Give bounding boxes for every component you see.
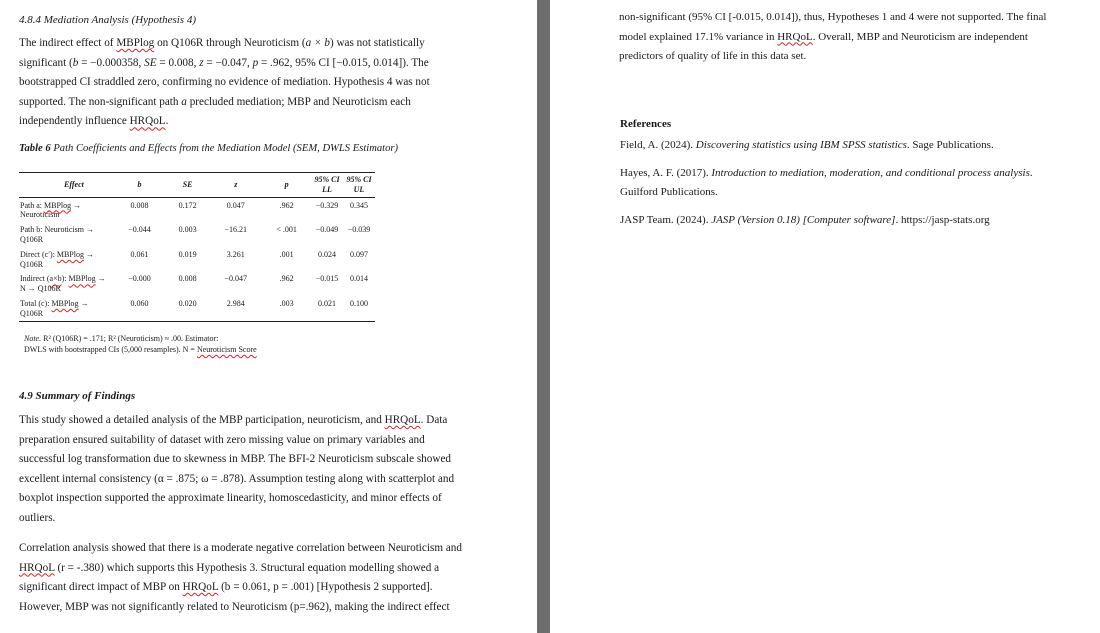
table-cell: 0.097 bbox=[350, 249, 368, 259]
spellcheck-flagged-word: HRQoL bbox=[384, 414, 421, 426]
table-header-row bbox=[19, 173, 375, 198]
table-cell: 0.100 bbox=[343, 296, 375, 321]
spellcheck-flagged-word: MBPlog bbox=[116, 37, 155, 49]
section-heading-4-9: 4.9 Summary of Findings bbox=[19, 390, 136, 402]
table-cell: < .001 bbox=[276, 225, 297, 235]
table-cell: .962 bbox=[279, 200, 294, 210]
table-cell: 0.019 bbox=[178, 249, 197, 259]
table-cell: .003 bbox=[262, 296, 311, 321]
mediation-paragraph: The indirect effect of MBPlog on Q106R through Neuroticism (a × b) was not statistically significant (b = −0.000358, SE = 0.008, z = −0.047, p = .962, 95% CI [−0.015, 0.014]). The bootstrapped CI straddled zero, confirming no evidence of mediation. Hypothesis 4 was not supported. The non-significant path a precluded mediation; MBP and Neuroticism each independently influence HRQoL. bbox=[19, 37, 430, 128]
italic-text: a × b bbox=[305, 37, 330, 49]
spellcheck-flagged-word: MBPlog bbox=[68, 274, 96, 284]
spellcheck-flagged-word: MBPlog bbox=[51, 298, 79, 308]
effect-label: Direct (c′): MBPlog → Q106R bbox=[20, 249, 94, 269]
table-row bbox=[19, 222, 375, 247]
italic-text: Introduction to mediation, moderation, and conditional process analysis bbox=[711, 167, 1030, 179]
section-heading-4-8-4: 4.8.4 Mediation Analysis (Hypothesis 4) bbox=[19, 14, 196, 26]
italic-text: JASP (Version 0.18) [Computer software] bbox=[711, 214, 896, 226]
table-cell: −0.044 bbox=[128, 225, 151, 235]
table-cell: 2.984 bbox=[209, 296, 262, 321]
italic-text: z bbox=[199, 56, 204, 69]
table-cell: 0.021 bbox=[311, 296, 343, 321]
table-cell: −0.049 bbox=[315, 225, 339, 235]
table-cell: −0.000 bbox=[128, 274, 151, 284]
reference-entry: JASP Team. (2024). JASP (Version 0.18) [Computer software]. https://jasp-stats.org bbox=[620, 214, 990, 226]
italic-text: b bbox=[72, 56, 79, 69]
spellcheck-flagged-word: HRQoL bbox=[182, 581, 219, 594]
effect-label: Indirect (a×b): MBPlog → N → Q106R bbox=[20, 274, 106, 294]
table-cell: 0.008 bbox=[130, 200, 149, 210]
summary-paragraph-2: Correlation analysis showed that there is a moderate negative correlation between Neuroticism and HRQoL (r = -.380) which supports this Hypothesis 3. Structural equation modelling showed a significant direct impact of MBP on HRQoL (b = 0.061, p = .001) [Hypothesis 2 supported]. However, MBP was not significantly related to Neuroticism (p=.962), making the indirect effect bbox=[19, 542, 462, 613]
table-cell: 0.060 bbox=[113, 296, 166, 321]
mediation-table bbox=[19, 172, 375, 322]
document-page-right bbox=[550, 0, 1100, 633]
table-header-cell: 95% CI UL bbox=[343, 173, 375, 198]
table-cell: 0.003 bbox=[178, 225, 197, 235]
table-header-cell: p bbox=[262, 173, 311, 198]
italic-text: a bbox=[181, 95, 187, 108]
reference-entry: Field, A. (2024). Discovering statistics using IBM SPSS statistics. Sage Publications. bbox=[620, 139, 994, 151]
table-row bbox=[19, 296, 375, 321]
spellcheck-flagged-word: HRQoL bbox=[129, 115, 166, 128]
spellcheck-flagged-word: a×b bbox=[49, 274, 62, 284]
table-cell: 0.345 bbox=[350, 200, 368, 210]
summary-paragraph-1: This study showed a detailed analysis of the MBP participation, neuroticism, and HRQoL. Data preparation ensured suitability of dataset with zero missing value on primary variables and successful log transformation due to skewness in MBP. The BFI-2 Neuroticism subscale showed excellent internal consistency (α = .875; ω = .878). Assumption testing along with scatterplot and boxplot inspection supported the approximate linearity, homoscedasticity, and minor effects of outliers. bbox=[19, 414, 455, 524]
effect-label: Total (c): MBPlog → Q106R bbox=[19, 296, 113, 321]
document-page-left bbox=[0, 0, 537, 633]
table-cell: 0.008 bbox=[178, 274, 197, 284]
table-row bbox=[19, 271, 375, 296]
spellcheck-flagged-word: Neuroticism Score bbox=[196, 345, 257, 354]
references-heading: References bbox=[620, 118, 672, 130]
spellcheck-flagged-word: MBPlog bbox=[44, 200, 72, 210]
table-header-cell: 95% CI LL bbox=[311, 173, 343, 198]
table-cell: 0.024 bbox=[318, 249, 336, 259]
table-row bbox=[19, 247, 375, 272]
table-cell: −0.015 bbox=[315, 274, 339, 284]
table-cell: 0.014 bbox=[350, 274, 368, 284]
table-cell: 0.172 bbox=[178, 200, 197, 210]
table-cell: 0.047 bbox=[226, 200, 245, 210]
table-header-cell: z bbox=[209, 173, 262, 198]
table-cell: −16.21 bbox=[224, 225, 248, 235]
table-cell: .962 bbox=[279, 274, 294, 284]
table-cell: −0.329 bbox=[315, 200, 339, 210]
effect-label: Path b: Neuroticism → Q106R bbox=[20, 225, 94, 244]
italic-text: SE bbox=[144, 56, 157, 69]
table-row bbox=[19, 197, 375, 222]
page-gutter bbox=[537, 0, 550, 633]
table-header-cell: SE bbox=[166, 173, 209, 198]
spellcheck-flagged-word: HRQoL bbox=[777, 30, 813, 43]
reference-entry: Hayes, A. F. (2017). Introduction to mediation, moderation, and conditional process analysis. Guilford Publications. bbox=[620, 167, 1033, 198]
table-cell: −0.039 bbox=[347, 225, 371, 235]
italic-text: Discovering statistics using IBM SPSS statistics bbox=[695, 139, 907, 151]
table-body bbox=[19, 197, 375, 321]
table-caption-number: Table 6 bbox=[19, 143, 51, 154]
summary-paragraph-continued: non-significant (95% CI [-0.015, 0.014]), thus, Hypotheses 1 and 4 were not supported. The final model explained 17.1% variance in HRQoL. Overall, MBP and Neuroticism are independent predictors of quality of life in this data set. bbox=[619, 11, 1047, 63]
table-note: Note. R² (Q106R) = .171; R² (Neuroticism) ≈ .00. Estimator: DWLS with bootstrapped CIs (5,000 resamples). N = Neuroticism Score bbox=[24, 334, 257, 354]
table-caption bbox=[19, 143, 398, 154]
spellcheck-flagged-word: HRQoL bbox=[19, 561, 55, 574]
table-header-cell: Effect bbox=[19, 173, 113, 198]
spellcheck-flagged-word: MBPlog bbox=[56, 249, 84, 259]
effect-label: Path a: MBPlog → Neuroticism bbox=[20, 200, 82, 220]
table-cell: 0.061 bbox=[130, 249, 149, 259]
italic-text: p bbox=[252, 56, 259, 69]
italic-text: Note. bbox=[24, 334, 42, 343]
table-cell: 3.261 bbox=[226, 249, 245, 259]
table-cell: 0.020 bbox=[166, 296, 209, 321]
table-cell: .001 bbox=[279, 249, 294, 259]
table-header-cell: b bbox=[113, 173, 166, 198]
table-cell: −0.047 bbox=[224, 274, 248, 284]
table-caption-title: Path Coefficients and Effects from the Mediation Model (SEM, DWLS Estimator) bbox=[50, 143, 399, 154]
